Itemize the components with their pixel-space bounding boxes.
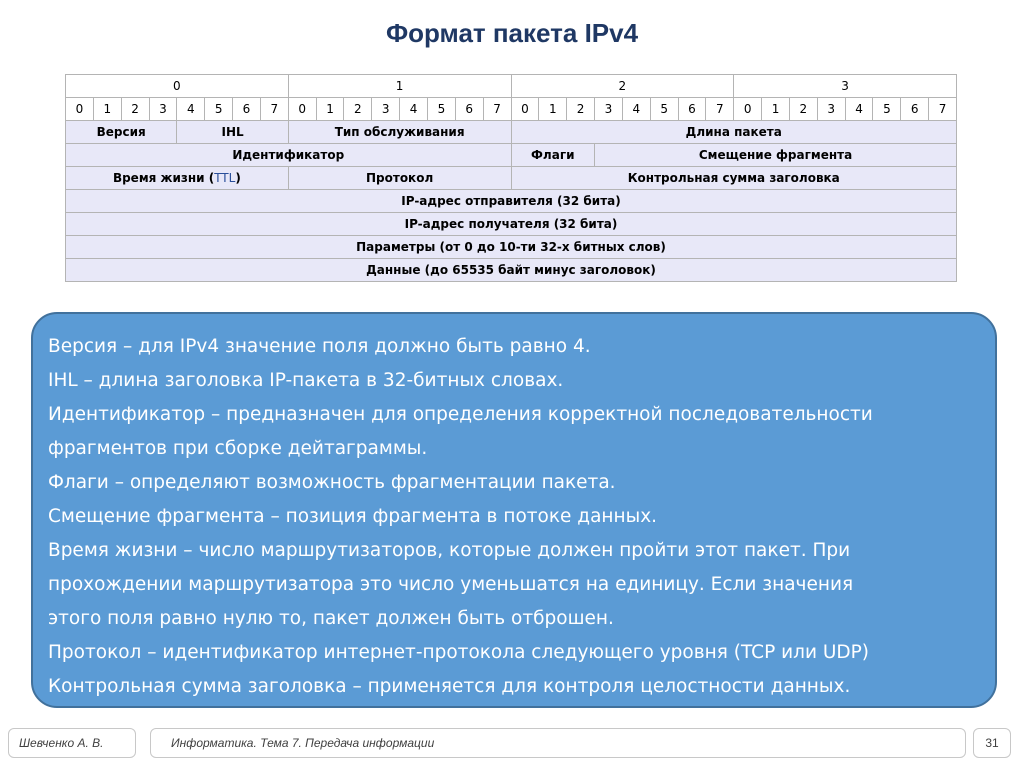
footer-author: Шевченко А. В. bbox=[8, 728, 136, 758]
description-line: этого поля равно нулю то, пакет должен быть отброшен. bbox=[48, 608, 614, 629]
bit-label: 1 bbox=[316, 98, 344, 121]
bit-label: 6 bbox=[901, 98, 929, 121]
bit-label: 5 bbox=[205, 98, 233, 121]
description-line: IHL – длина заголовка IP-пакета в 32-битных словах. bbox=[48, 370, 564, 391]
ttl-link[interactable]: TTL bbox=[214, 171, 236, 185]
bit-label: 7 bbox=[929, 98, 957, 121]
octet-label: 1 bbox=[288, 75, 511, 98]
field-source-ip: IP-адрес отправителя (32 бита) bbox=[66, 190, 957, 213]
field-identification: Идентификатор bbox=[66, 144, 512, 167]
description-line: фрагментов при сборке дейтаграммы. bbox=[48, 438, 428, 459]
bit-label: 4 bbox=[622, 98, 650, 121]
description-line: Контрольная сумма заголовка – применяется для контроля целостности данных. bbox=[48, 676, 851, 697]
bit-label: 5 bbox=[650, 98, 678, 121]
bit-label: 4 bbox=[177, 98, 205, 121]
bit-label: 1 bbox=[539, 98, 567, 121]
bit-label: 2 bbox=[121, 98, 149, 121]
bit-label: 3 bbox=[372, 98, 400, 121]
field-row bbox=[66, 121, 957, 144]
bit-label: 7 bbox=[483, 98, 511, 121]
bit-label: 3 bbox=[817, 98, 845, 121]
bit-label: 2 bbox=[567, 98, 595, 121]
field-options: Параметры (от 0 до 10-ти 32-х битных слов) bbox=[66, 236, 957, 259]
field-protocol: Протокол bbox=[288, 167, 511, 190]
bit-label: 6 bbox=[455, 98, 483, 121]
bit-label: 2 bbox=[344, 98, 372, 121]
description-line: Смещение фрагмента – позиция фрагмента в потоке данных. bbox=[48, 506, 658, 527]
description-line: Идентификатор – предназначен для определения корректной последовательности bbox=[48, 404, 873, 425]
octet-label: 2 bbox=[511, 75, 734, 98]
bit-label: 5 bbox=[427, 98, 455, 121]
description-line: Флаги – определяют возможность фрагментации пакета. bbox=[48, 472, 616, 493]
bit-label: 0 bbox=[734, 98, 762, 121]
ipv4-header-table bbox=[65, 74, 957, 282]
field-time-to-live bbox=[66, 167, 289, 190]
bit-label: 1 bbox=[762, 98, 790, 121]
description-line: Время жизни – число маршрутизаторов, которые должен пройти этот пакет. При bbox=[48, 540, 851, 561]
field-data: Данные (до 65535 байт минус заголовок) bbox=[66, 259, 957, 282]
bit-label: 0 bbox=[288, 98, 316, 121]
description-line: Версия – для IPv4 значение поля должно быть равно 4. bbox=[48, 336, 591, 357]
bit-label: 7 bbox=[706, 98, 734, 121]
octet-label: 3 bbox=[734, 75, 957, 98]
bit-label: 7 bbox=[260, 98, 288, 121]
field-type-of-service-link[interactable]: Тип обслуживания bbox=[288, 121, 511, 144]
bit-label: 3 bbox=[149, 98, 177, 121]
bit-label: 3 bbox=[595, 98, 623, 121]
bit-label: 0 bbox=[511, 98, 539, 121]
bit-label: 4 bbox=[845, 98, 873, 121]
slide-title: Формат пакета IPv4 bbox=[385, 18, 639, 48]
bit-label: 2 bbox=[789, 98, 817, 121]
field-version: Версия bbox=[66, 121, 177, 144]
ttl-prefix: Время жизни ( bbox=[112, 171, 215, 185]
ttl-suffix: ) bbox=[235, 171, 241, 185]
octet-label: 0 bbox=[66, 75, 289, 98]
field-header-checksum: Контрольная сумма заголовка bbox=[511, 167, 957, 190]
bit-label: 5 bbox=[873, 98, 901, 121]
field-fragment-offset: Смещение фрагмента bbox=[595, 144, 957, 167]
field-ihl: IHL bbox=[177, 121, 288, 144]
bit-label: 6 bbox=[678, 98, 706, 121]
bit-label: 6 bbox=[233, 98, 261, 121]
octet-row bbox=[66, 75, 957, 98]
footer-page-number: 31 bbox=[973, 728, 1011, 758]
field-row bbox=[66, 213, 957, 236]
field-row bbox=[66, 167, 957, 190]
field-destination-ip: IP-адрес получателя (32 бита) bbox=[66, 213, 957, 236]
field-row bbox=[66, 144, 957, 167]
description-line: Протокол – идентификатор интернет-протокола следующего уровня (TCP или UDP) bbox=[48, 642, 870, 663]
field-row bbox=[66, 190, 957, 213]
bit-row bbox=[66, 98, 957, 121]
footer-course-title: Информатика. Тема 7. Передача информации bbox=[150, 728, 966, 758]
field-total-length: Длина пакета bbox=[511, 121, 957, 144]
field-flags: Флаги bbox=[511, 144, 595, 167]
bit-label: 0 bbox=[66, 98, 94, 121]
bit-label: 4 bbox=[400, 98, 428, 121]
bit-label: 1 bbox=[93, 98, 121, 121]
field-row bbox=[66, 259, 957, 282]
field-row bbox=[66, 236, 957, 259]
description-line: прохождении маршрутизатора это число уменьшатся на единицу. Если значения bbox=[48, 574, 854, 595]
description-box bbox=[31, 312, 997, 708]
